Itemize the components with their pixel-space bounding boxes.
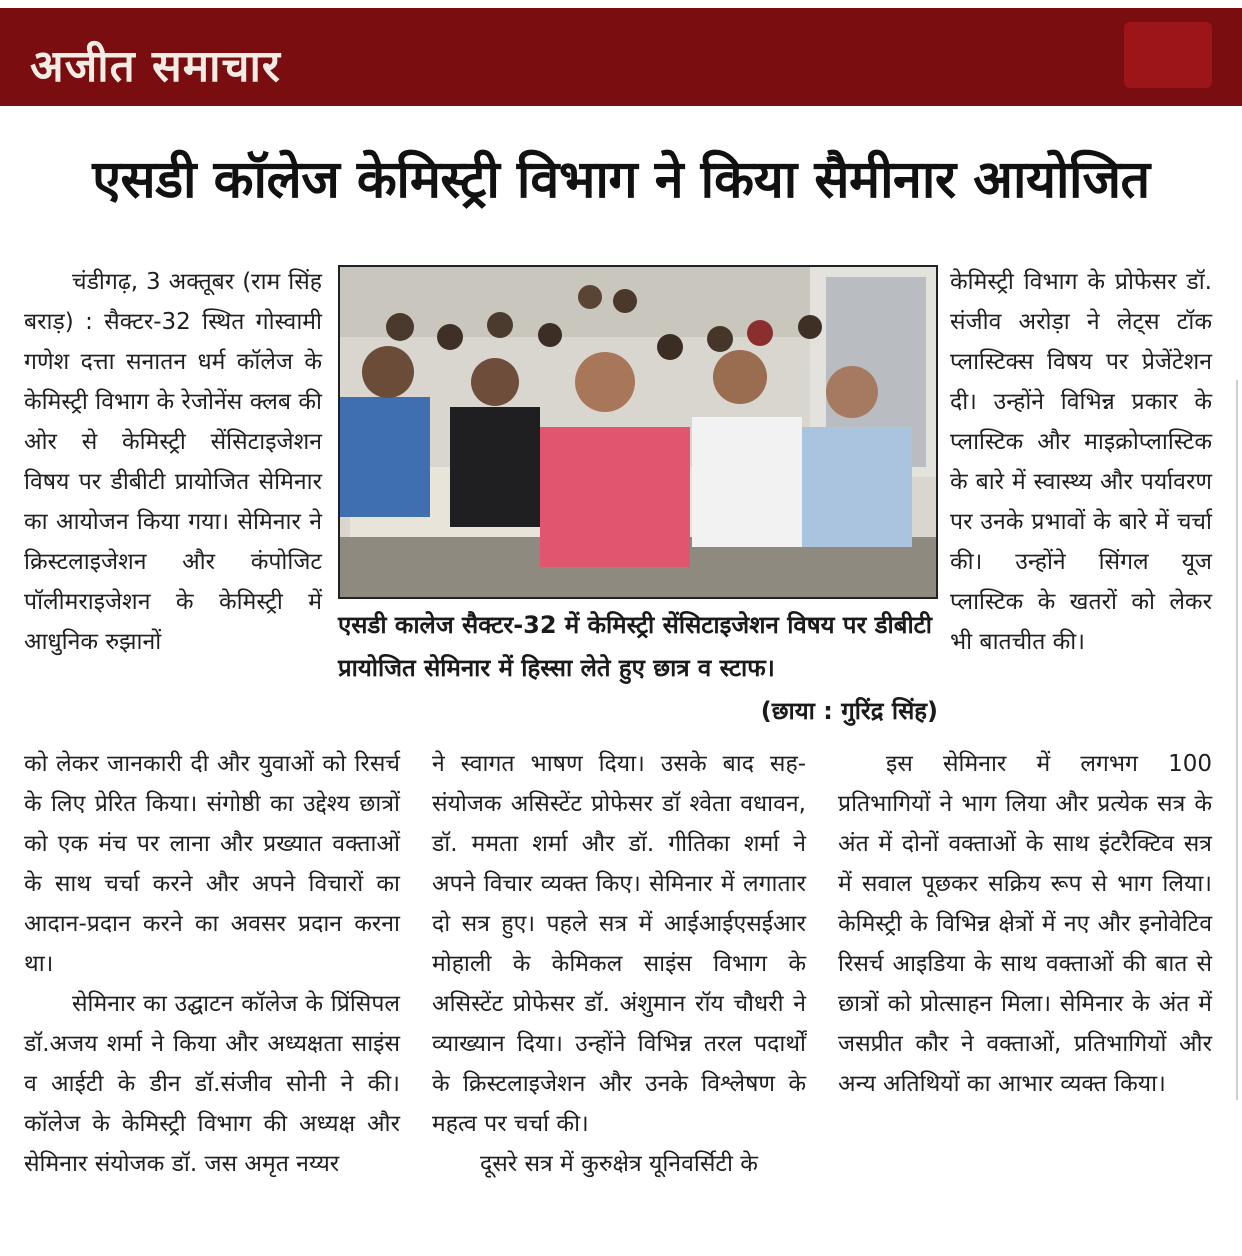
article-paragraph: ने स्वागत भाषण दिया। उसके बाद सह-संयोजक असिस्टेंट प्रोफेसर डॉ श्वेता वधावन, डॉ. ममता शर्मा और डॉ. गीतिका शर्मा ने अपने विचार व्यक्त किए। सेमिनार में लगातार दो सत्र हुए। पहले सत्र में आईआईएसईआर मोहाली के केमिकल साइंस विभाग के असिस्टेंट प्रोफेसर डॉ. अंशुमान रॉय चौधरी ने व्याख्यान दिया। उन्होंने विभिन्न तरल पदार्थों के क्रिस्टलाइजेशन और उनके विश्लेषण के महत्व पर चर्चा की। xyxy=(432,751,806,1137)
photo-caption-block xyxy=(338,604,938,733)
article-column-1-top xyxy=(24,262,322,662)
photo-caption: एसडी कालेज सैक्टर-32 में केमिस्ट्री सेंसिटाइजेशन विषय पर डीबीटी प्रायोजित सेमिनार में हिस्सा लेते हुए छात्र व स्टाफ। xyxy=(338,611,932,682)
article-column-1-bottom xyxy=(24,744,400,1184)
article-paragraph: को लेकर जानकारी दी और युवाओं को रिसर्च के लिए प्रेरित किया। संगोष्ठी का उद्देश्य छात्रों को एक मंच पर लाना और प्रख्यात वक्ताओं के साथ चर्चा करने और अपने विचारों का आदान-प्रदान करने का अवसर प्रदान करना था। xyxy=(24,751,400,977)
article-paragraph: दूसरे सत्र में कुरुक्षेत्र यूनिवर्सिटी के xyxy=(480,1151,758,1177)
masthead-banner xyxy=(0,8,1242,106)
article-paragraph: चंडीगढ़, 3 अक्तूबर (राम सिंह बराड़) : सैक्टर-32 स्थित गोस्वामी गणेश दत्ता सनातन धर्म कॉलेज के केमिस्ट्री विभाग के रेजोनेंस क्लब की ओर से केमिस्ट्री सेंसिटाइजेशन विषय पर डीबीटी प्रायोजित सेमिनार का आयोजन किया गया। सेमिनार ने क्रिस्टलाइजेशन और कंपोजिट पॉलीमराइजेशन के केमिस्ट्री में आधुनिक रुझानों xyxy=(24,269,322,655)
page-edge-rule xyxy=(1236,380,1238,1100)
article-column-3-bottom xyxy=(838,744,1212,1104)
article-headline: एसडी कॉलेज केमिस्ट्री विभाग ने किया सैमीनार आयोजित xyxy=(92,150,1150,210)
article-column-3-top xyxy=(950,262,1212,662)
photo-credit: (छाया : गुरिंद्र सिंह) xyxy=(760,697,938,725)
article-column-2 xyxy=(432,744,806,1184)
article-paragraph: सेमिनार का उद्घाटन कॉलेज के प्रिंसिपल डॉ.अजय शर्मा ने किया और अध्यक्षता साइंस व आईटी के डीन डॉ.संजीव सोनी ने की। कॉलेज के केमिस्ट्री विभाग की अध्यक्ष और सेमिनार संयोजक डॉ. जस अमृत नय्यर xyxy=(24,991,400,1177)
article-paragraph: इस सेमिनार में लगभग 100 प्रतिभागियों ने भाग लिया और प्रत्येक सत्र के अंत में दोनों वक्ताओं के साथ इंटरैक्टिव सत्र में सवाल पूछकर सक्रिय रूप से भाग लिया। केमिस्ट्री के विभिन्न क्षेत्रों में नए और इनोवेटिव रिसर्च आइडिया के साथ वक्ताओं की बात से छात्रों को प्रोत्साहन मिला। सेमिनार के अंत में जसप्रीत कौर ने वक्ताओं, प्रतिभागियों और अन्य अतिथियों का आभार व्यक्त किया। xyxy=(838,751,1212,1097)
masthead-logo-box xyxy=(1124,22,1212,88)
article-paragraph: केमिस्ट्री विभाग के प्रोफेसर डॉ. संजीव अरोड़ा ने लेट्स टॉक प्लास्टिक्स विषय पर प्रेजेंटेशन दी। उन्होंने विभिन्न प्रकार के प्लास्टिक और माइक्रोप्लास्टिक के बारे में स्वास्थ्य और पर्यावरण पर उनके प्रभावों के बारे में चर्चा की। उन्होंने सिंगल यूज प्लास्टिक के खतरों को लेकर भी बातचीत की। xyxy=(950,269,1212,655)
seminar-photo-illustration xyxy=(340,267,936,597)
masthead-title: अजीत समाचार xyxy=(30,41,281,92)
news-photo xyxy=(338,265,938,599)
